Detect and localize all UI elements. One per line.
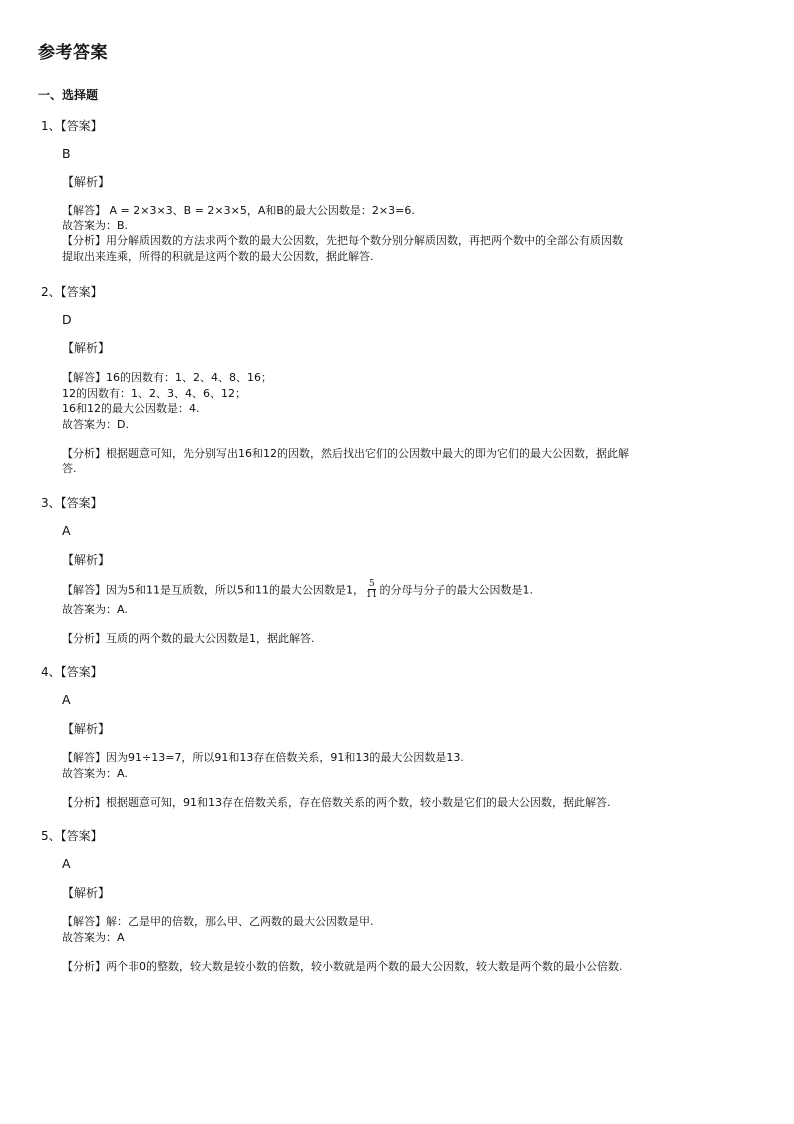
section-heading: 一、选择题 [38, 88, 99, 102]
question-number: 5、 [41, 829, 61, 843]
question-4-line: 故答案为：A. [62, 767, 128, 780]
question-2-line: 故答案为：D. [62, 418, 129, 431]
question-1-answer: B [62, 146, 71, 161]
question-3-line: 故答案为：A. [62, 603, 128, 616]
fraction [365, 579, 378, 600]
question-2-header [41, 284, 103, 300]
question-number: 3、 [41, 496, 61, 510]
solution-text: 的分母与分子的最大公因数是1. [379, 583, 533, 597]
analysis-label: 【解析】 [62, 175, 111, 189]
answer-label: 【答案】 [60, 285, 103, 299]
question-3-line: 【分析】互质的两个数的最大公因数是1，据此解答. [62, 632, 315, 645]
answer-label: 【答案】 [60, 829, 103, 843]
answer-label: 【答案】 [60, 119, 103, 133]
question-number: 1、 [41, 119, 61, 133]
question-5-line: 【分析】两个非0的整数，较大数是较小数的倍数，较小数就是两个数的最大公因数，较大数是两个数的最小公倍数. [62, 960, 623, 973]
question-number: 2、 [41, 285, 61, 299]
question-1-line: 提取出来连乘，所得的积就是这两个数的最大公因数，据此解答. [62, 250, 374, 263]
answer-label: 【答案】 [60, 496, 103, 510]
analysis-label: 【解析】 [62, 886, 111, 900]
question-1-header [41, 118, 103, 134]
fraction-denominator: 11 [366, 590, 378, 600]
question-3-header [41, 495, 103, 511]
analysis-label: 【解析】 [62, 553, 111, 567]
question-4-header [41, 664, 103, 680]
question-2-line: 【解答】16的因数有：1、2、4、8、16； [62, 371, 272, 384]
solution-text: 【解答】因为5和11是互质数，所以5和11的最大公因数是1， [62, 583, 364, 597]
question-1-line: 【分析】用分解质因数的方法求两个数的最大公因数，先把每个数分别分解质因数，再把两个数中的全部公有质因数 [62, 234, 623, 247]
question-4-answer: A [62, 692, 71, 707]
fraction-numerator: 5 [368, 579, 375, 589]
question-5-header [41, 828, 103, 844]
question-3-line [62, 580, 533, 601]
question-3-answer: A [62, 523, 71, 538]
question-5-line: 【解答】解：乙是甲的倍数，那么甲、乙两数的最大公因数是甲. [62, 915, 374, 928]
question-2-line: 12的因数有：1、2、3、4、6、12； [62, 387, 246, 400]
question-2-answer: D [62, 312, 72, 327]
question-1-line: 【解答】 A = 2×3×3、B = 2×3×5，A和B的最大公因数是：2×3=6. [62, 204, 415, 217]
analysis-label: 【解析】 [62, 341, 111, 355]
question-2-line: 【分析】根据题意可知，先分别写出16和12的因数，然后找出它们的公因数中最大的即为它们的最大公因数，据此解 [62, 447, 629, 460]
answer-label: 【答案】 [60, 665, 103, 679]
question-5-line: 故答案为：A [62, 931, 125, 944]
question-2-line: 答. [62, 462, 77, 475]
question-4-line: 【分析】根据题意可知，91和13存在倍数关系，存在倍数关系的两个数，较小数是它们的最大公因数，据此解答. [62, 796, 611, 809]
page-title: 参考答案 [38, 43, 108, 63]
analysis-label: 【解析】 [62, 722, 111, 736]
question-5-answer: A [62, 856, 71, 871]
question-4-line: 【解答】因为91÷13=7，所以91和13存在倍数关系，91和13的最大公因数是13. [62, 751, 464, 764]
question-1-line: 故答案为：B. [62, 219, 129, 232]
question-number: 4、 [41, 665, 61, 679]
question-2-line: 16和12的最大公因数是：4. [62, 402, 200, 415]
